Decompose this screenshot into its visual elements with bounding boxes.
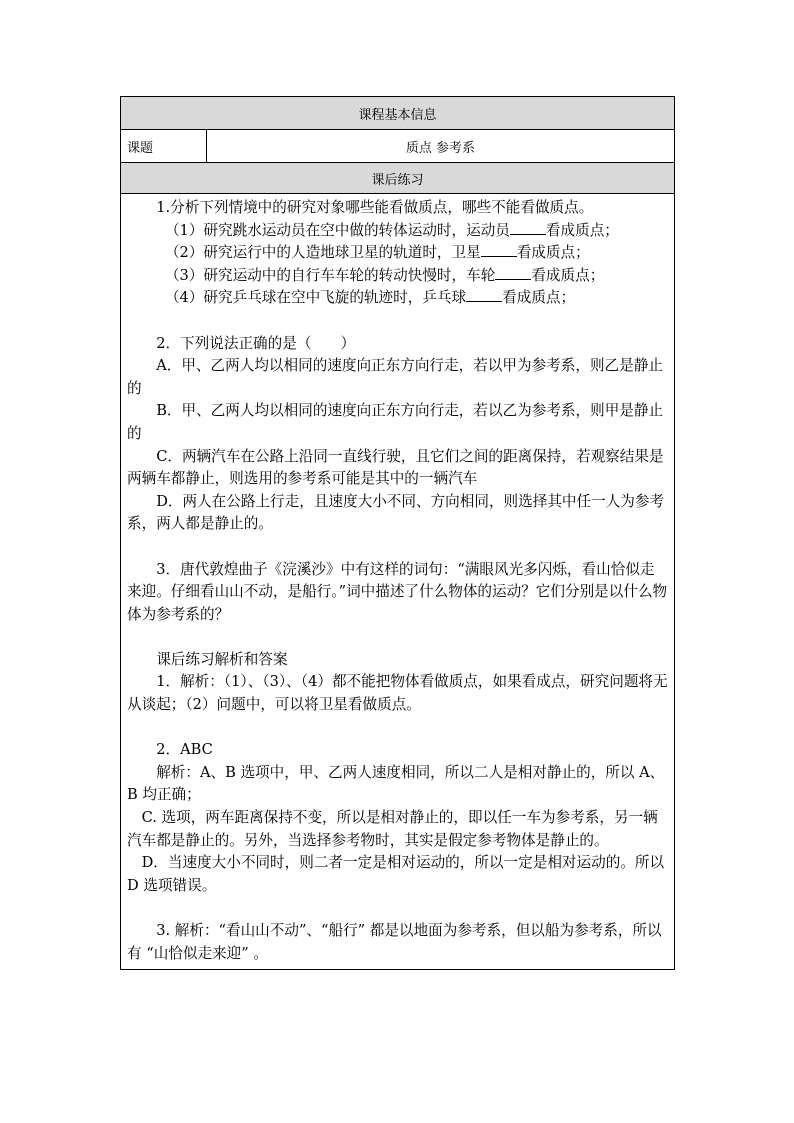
answer-1: 1．解析：（1）、（3）、（4）都不能把物体看做质点，如果看成点，研究问题将无从谈起；（2）问题中，可以将卫星看做质点。 (127, 673, 668, 714)
answers-title: 课后练习解析和答案 (156, 650, 288, 668)
q2-stem: 2．下列说法正确的是（ ） (156, 334, 356, 352)
topic-label: 课题 (121, 130, 207, 162)
q3-text: 3．唐代敦煌曲子《浣溪沙》中有这样的词句：“满眼风光多闪烁，看山恰似走来迎。仔细看山山不动，是船行。”词中描述了什么物体的运动？它们分别是以什么物体为参考系的？ (127, 560, 668, 623)
q1-stem: 1.分析下列情境中的研究对象哪些能看做质点，哪些不能看做质点。 (156, 199, 594, 216)
q1-item: （4）研究乒乓球在空中飞旋的轨迹时，乒乓球 看成质点； (164, 289, 576, 307)
q2-option-c: C．两辆汽车在公路上沿同一直线行驶，且它们之间的距离保持，若观察结果是两辆车都静止，则选用的参考系可能是其中的一辆汽车 (127, 447, 664, 488)
answer-3: 3. 解析：“看山山不动”、“船行” 都是以地面为参考系，但以船为参考系，所以有 “山恰似走来迎” 。 (127, 922, 662, 962)
section-title: 课后练习 (371, 172, 424, 188)
q1-item: （3）研究运动中的自行车车轮的转动快慢时，车轮 看成质点； (164, 266, 605, 284)
q1-item: （2）研究运行中的人造地球卫星的轨道时，卫星 看成质点； (164, 244, 590, 262)
q1-item: （1）研究跳水运动员在空中做的转体运动时，运动员 看成质点； (164, 221, 619, 239)
answer-2-analysis: 解析：A、B 选项中，甲、乙两人速度相同，所以二人是相对静止的，所以 A、B 均正确； (127, 763, 665, 804)
topic-value: 质点 参考系 (405, 140, 476, 156)
topic-row (121, 130, 674, 163)
exercise-content (121, 194, 674, 969)
section-header (121, 163, 674, 194)
q2-option-a: A．甲、乙两人均以相同的速度向正东方向行走，若以甲为参考系，则乙是静止的 (127, 357, 663, 397)
lesson-table (120, 96, 675, 970)
q2-option-b: B．甲、乙两人均以相同的速度向正东方向行走，若以乙为参考系，则甲是静止的 (127, 402, 664, 442)
answer-2-head: 2．ABC (156, 741, 213, 759)
answer-2-d: D．当速度大小不同时，则二者一定是相对运动的，所以一定是相对运动的。所以 D 选项错误。 (127, 854, 665, 894)
header-title: 课程基本信息 (358, 107, 437, 123)
q2-option-d: D．两人在公路上行走，且速度大小不同、方向相同，则选择其中任一人为参考系，两人都是静止的。 (127, 492, 665, 533)
answer-2-c: C. 选项，两车距离保持不变，所以是相对静止的，即以任一车为参考系，另一辆汽车都是静止的。另外，当选择参考物时，其实是假定参考物体是静止的。 (127, 809, 658, 849)
table-header (121, 97, 674, 130)
